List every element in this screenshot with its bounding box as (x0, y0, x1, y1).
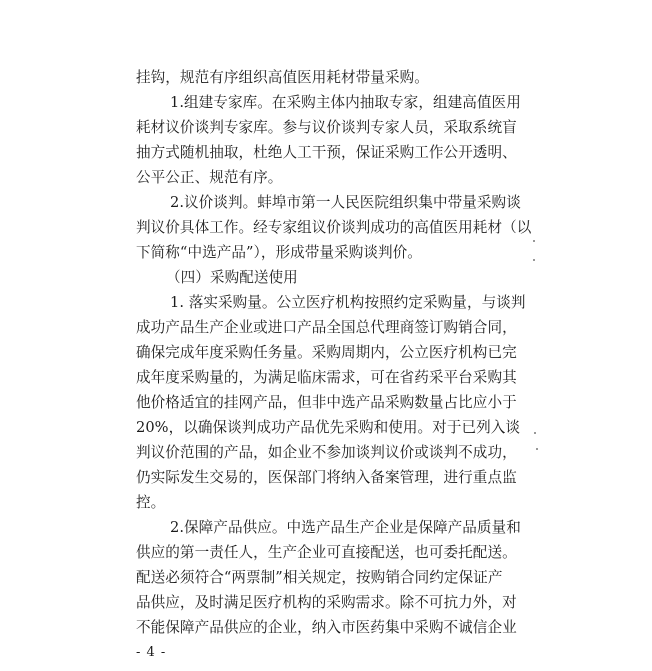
scan-speck (536, 448, 538, 450)
text-line: 确保完成年度采购任务量。采购周期内，公立医疗机构已完 (136, 344, 517, 361)
text-line: 成功产品生产企业或进口产品全国总代理商签订购销合同， (136, 319, 517, 336)
scan-speck (534, 432, 536, 434)
text-line: 控。 (136, 494, 166, 511)
text-line: 判议价范围的产品，如企业不参加谈判议价或谈判不成功， (136, 444, 517, 461)
text-line: 1. 落实采购量。公立医疗机构按照约定采购量，与谈判 (170, 294, 526, 311)
text-line: 仍实际发生交易的，医保部门将纳入备案管理，进行重点监 (136, 469, 517, 486)
text-line: 下简称“中选产品”），形成带量采购谈判价。 (136, 244, 422, 261)
text-line: 挂钩，规范有序组织高值医用耗材带量采购。 (136, 69, 429, 86)
text-line: 品供应，及时满足医疗机构的采购需求。除不可抗力外，对 (136, 594, 517, 611)
text-line: 2.保障产品供应。中选产品生产企业是保障产品质量和 (170, 519, 521, 536)
text-line: 抽方式随机抽取，杜绝人工干预，保证采购工作公开透明、 (136, 144, 517, 161)
text-line: 供应的第一责任人，生产企业可直接配送，也可委托配送。 (136, 544, 517, 561)
text-line: 他价格适宜的挂网产品，但非中选产品采购数量占比应小于 (136, 394, 517, 411)
text-line: 耗材议价谈判专家库。参与议价谈判专家人员，采取系统盲 (136, 119, 517, 136)
scan-speck (533, 240, 535, 242)
text-line: 公平公正、规范有序。 (136, 169, 283, 186)
page-number: - 4 - (136, 645, 167, 660)
text-line: 成年度采购量的，为满足临床需求，可在省药采平台采购其 (136, 369, 517, 386)
scan-speck (533, 259, 535, 261)
text-line: 不能保障产品供应的企业，纳入市医药集中采购不诚信企业 (136, 619, 517, 636)
section-heading: （四）采购配送使用 (166, 269, 298, 286)
text-line: 1.组建专家库。在采购主体内抽取专家，组建高值医用 (170, 94, 521, 111)
text-line: 2.议价谈判。蚌埠市第一人民医院组织集中带量采购谈 (170, 194, 521, 211)
text-line: 配送必须符合“两票制”相关规定，按购销合同约定保证产 (136, 569, 503, 586)
text-line: 判议价具体工作。经专家组议价谈判成功的高值医用耗材（以 (136, 219, 532, 236)
text-line: 20%，以确保谈判成功产品优先采购和使用。对于已列入谈 (136, 419, 521, 436)
